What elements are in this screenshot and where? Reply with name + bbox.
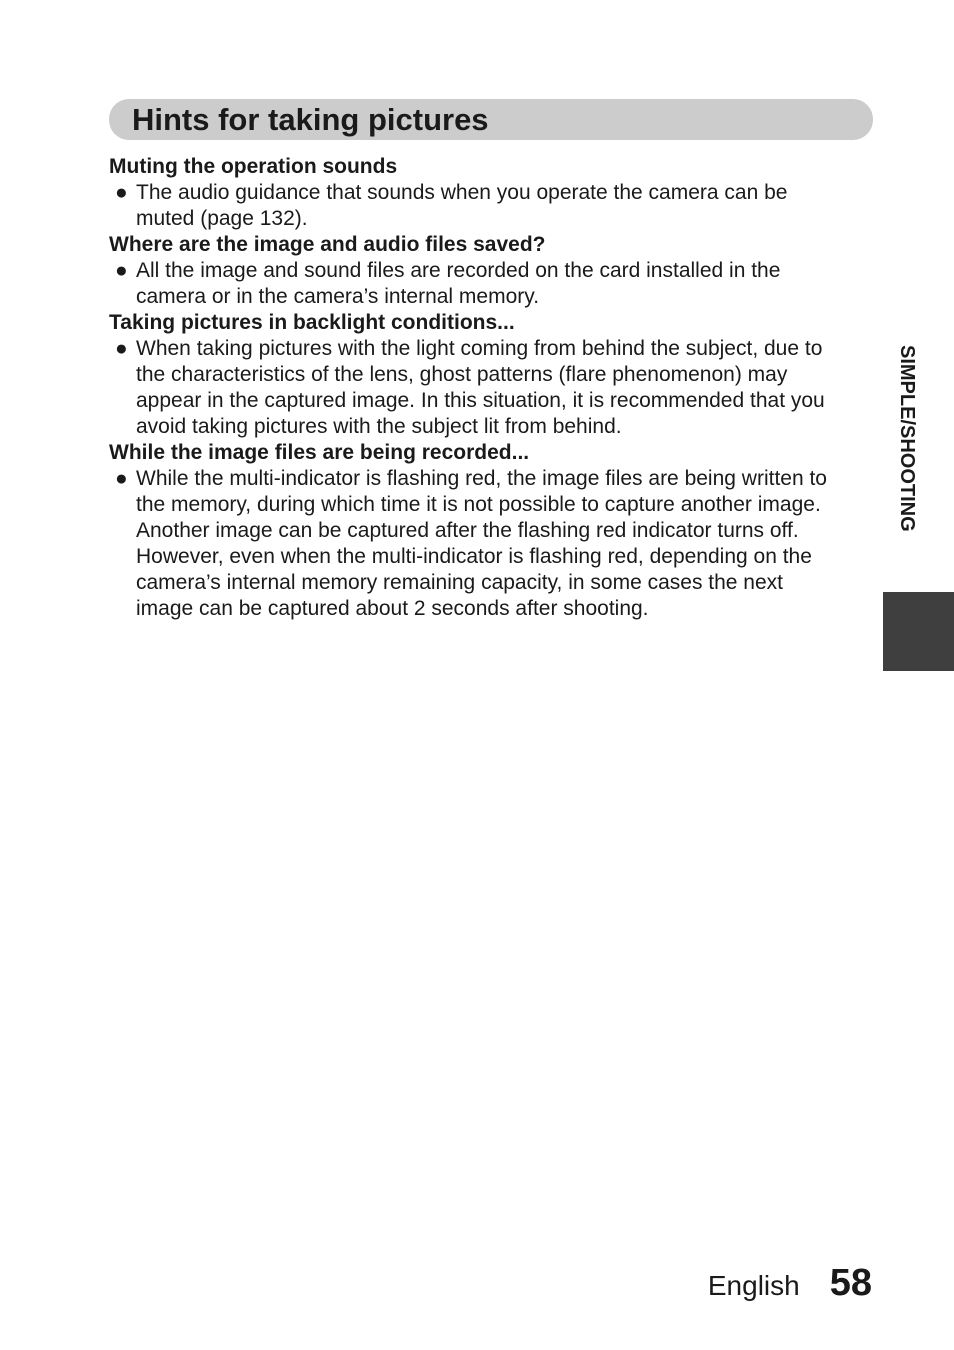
bullet-line: muted (page 132). xyxy=(136,207,308,230)
footer-language: English xyxy=(707,1270,800,1301)
bullet-dot-icon: ● xyxy=(115,259,128,282)
page-footer xyxy=(708,1262,872,1308)
hints-content xyxy=(109,154,879,622)
side-tab-label: SIMPLE/SHOOTING xyxy=(896,345,918,532)
section-heading-backlight: Taking pictures in backlight conditions... xyxy=(109,311,515,334)
bullet-line: Another image can be captured after the flashing red indicator turns off. xyxy=(136,519,799,542)
bullet-line: appear in the captured image. In this situation, it is recommended that you xyxy=(136,389,825,412)
title-bar xyxy=(109,99,873,140)
bullet-line: When taking pictures with the light coming from behind the subject, due to xyxy=(136,337,823,360)
bullet-line: All the image and sound files are recorded on the card installed in the xyxy=(136,259,781,282)
bullet-line: avoid taking pictures with the subject lit from behind. xyxy=(136,415,622,438)
bullet-line: image can be captured about 2 seconds after shooting. xyxy=(136,597,649,620)
bullet-muting xyxy=(109,180,879,232)
bullet-dot-icon: ● xyxy=(115,467,128,490)
bullet-line: However, even when the multi-indicator is flashing red, depending on the xyxy=(136,545,812,568)
side-tab-marker xyxy=(883,592,954,671)
bullet-files-saved xyxy=(109,258,879,310)
section-heading-recording: While the image files are being recorded... xyxy=(109,441,530,464)
bullet-line: The audio guidance that sounds when you operate the camera can be xyxy=(136,181,788,204)
section-heading-files-saved: Where are the image and audio files saved? xyxy=(109,233,546,256)
page-title: Hints for taking pictures xyxy=(132,102,489,137)
bullet-line: camera’s internal memory remaining capacity, in some cases the next xyxy=(136,571,784,594)
page-number: 58 xyxy=(829,1262,872,1304)
bullet-dot-icon: ● xyxy=(115,337,128,360)
bullet-line: While the multi-indicator is flashing red, the image files are being written to xyxy=(136,467,827,490)
bullet-line: camera or in the camera’s internal memory. xyxy=(136,285,540,308)
section-heading-muting: Muting the operation sounds xyxy=(109,155,398,178)
bullet-line: the characteristics of the lens, ghost patterns (flare phenomenon) may xyxy=(136,363,788,386)
bullet-recording xyxy=(109,466,879,622)
bullet-backlight xyxy=(109,336,879,440)
bullet-dot-icon: ● xyxy=(115,181,128,204)
bullet-line: the memory, during which time it is not possible to capture another image. xyxy=(136,493,821,516)
